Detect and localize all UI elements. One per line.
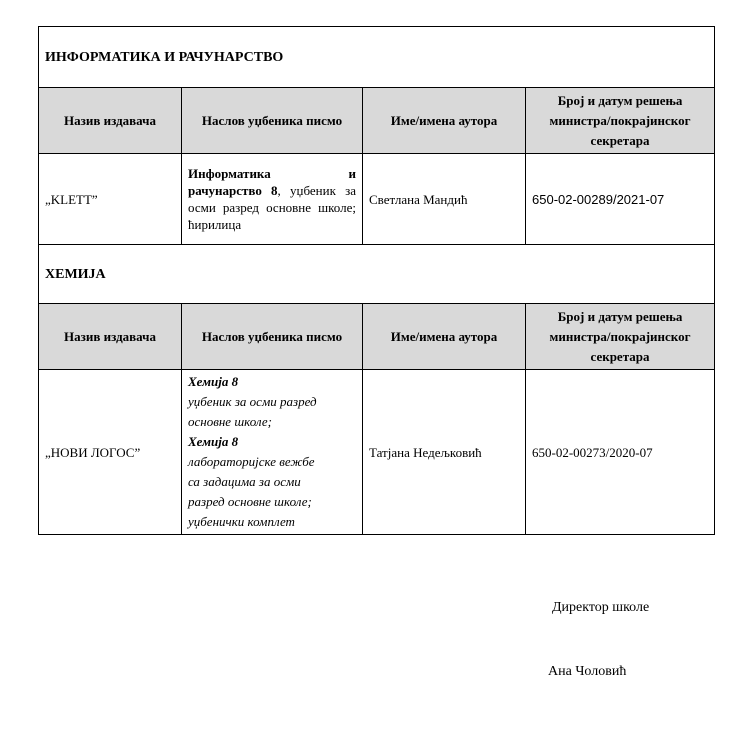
- decision-cell: 650-02-00289/2021-07: [526, 154, 715, 245]
- section-title: ИНФОРМАТИКА И РАЧУНАРСТВО: [39, 27, 715, 88]
- author-cell: Татјана Недељковић: [363, 370, 526, 535]
- header-author: Име/имена аутора: [363, 304, 526, 370]
- title-line: уџбеник за осми разред: [188, 394, 317, 409]
- header-publisher: Назив издавача: [39, 304, 182, 370]
- textbook-title-rest: , уџбеник за осми разред основне школе; ћирилица: [188, 183, 356, 232]
- decision-cell: 650-02-00273/2020-07: [526, 370, 715, 535]
- textbook-title-cell: [182, 370, 363, 535]
- title-line: разред основне школе;: [188, 494, 312, 509]
- publisher-cell: „НОВИ ЛОГОС”: [39, 370, 182, 535]
- header-publisher: Назив издавача: [39, 88, 182, 154]
- header-title: Наслов уџбеника писмо: [182, 304, 363, 370]
- title-line: основне школе;: [188, 414, 272, 429]
- header-decision: Број и датум решења министра/покрајинског секретара: [526, 88, 715, 154]
- section-title: ХЕМИЈА: [39, 245, 715, 304]
- title-line: уџбенички комплет: [188, 514, 295, 529]
- table-row: [39, 370, 715, 535]
- table-row: [39, 154, 715, 245]
- header-row: [39, 304, 715, 370]
- publisher-cell: „KLETT”: [39, 154, 182, 245]
- title-line: лабораторијске вежбе: [188, 454, 315, 469]
- section-row-informatics: [39, 27, 715, 88]
- textbook-title-cell: [182, 154, 363, 245]
- textbook-title-bold: Информатика и рачунарство 8: [188, 166, 356, 198]
- title-line: Хемија 8: [188, 434, 239, 449]
- author-cell: Светлана Мандић: [363, 154, 526, 245]
- header-author: Име/имена аутора: [363, 88, 526, 154]
- title-line: са задацима за осми: [188, 474, 301, 489]
- signature-title: Директор школе: [552, 600, 650, 615]
- header-row: [39, 88, 715, 154]
- header-title: Наслов уџбеника писмо: [182, 88, 363, 154]
- title-line: Хемија 8: [188, 374, 239, 389]
- header-decision: Број и датум решења министра/покрајинског секретара: [526, 304, 715, 370]
- section-row-chemistry: [39, 245, 715, 304]
- signature-name: Ана Чоловић: [548, 664, 627, 679]
- textbook-table: [38, 26, 715, 535]
